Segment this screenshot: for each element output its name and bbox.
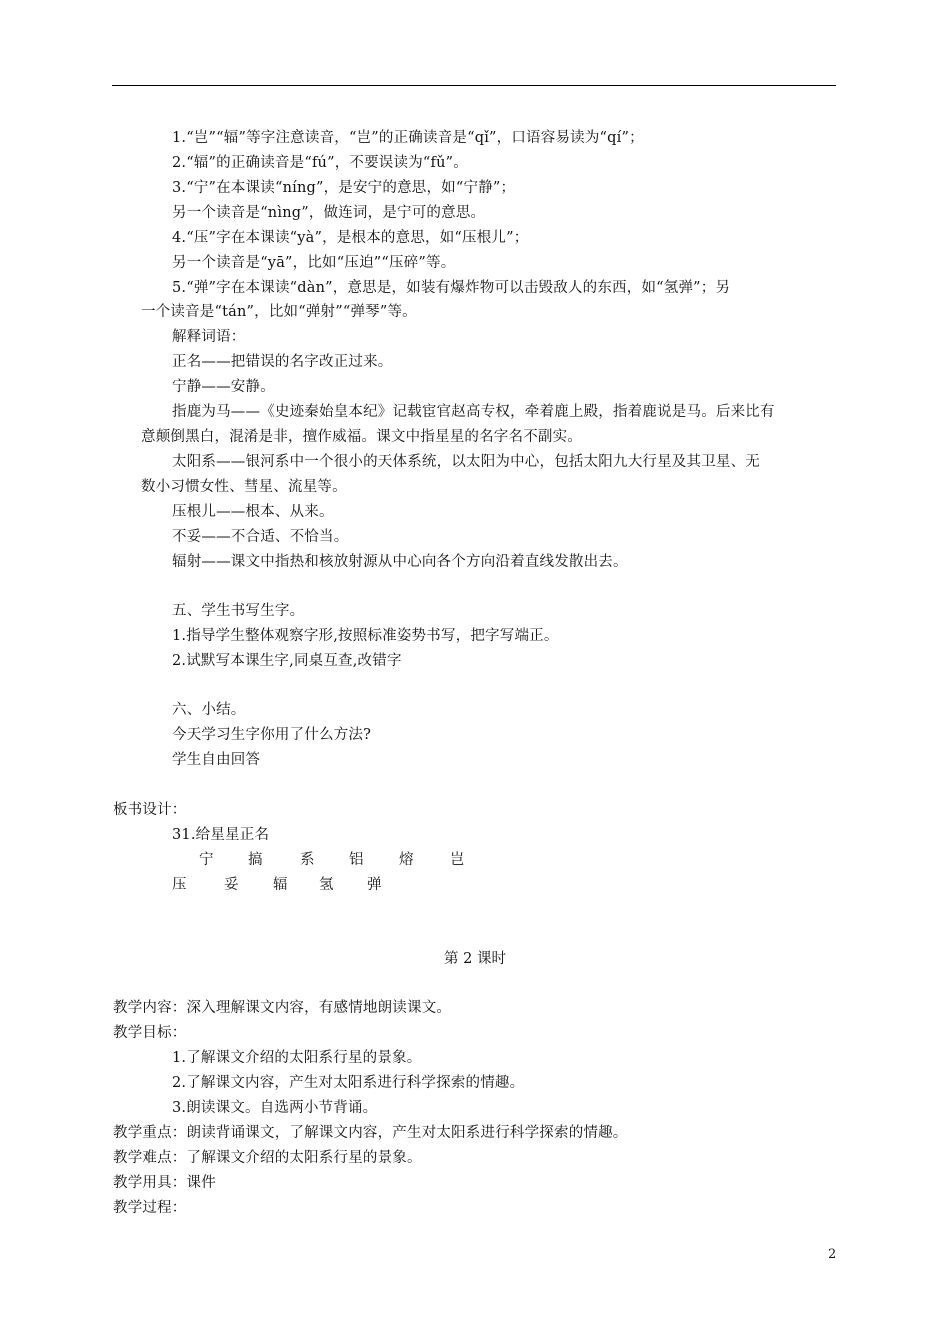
vocab-zhiluweima: 指鹿为马——《史迹秦始皇本纪》记载宦官赵高专权，牵着鹿上殿，指着鹿说是马。后来比有	[172, 404, 775, 420]
board-char: 搞	[248, 852, 263, 868]
page-number: 2	[828, 1247, 837, 1262]
section-six-heading: 六、小结。	[172, 702, 246, 718]
pronunciation-note-5: 5.“弹”字在本课读“dàn”，意思是，如装有爆炸物可以击毁敌人的东西，如“氢弹”；另	[172, 280, 731, 296]
board-char: 宁	[199, 852, 214, 868]
board-char: 系	[300, 852, 315, 868]
vocab-butuo: 不妥——不合适、不恰当。	[172, 529, 349, 545]
pronunciation-note-3b: 另一个读音是“nìng”，做连词，是宁可的意思。	[172, 205, 486, 221]
teaching-goals-heading: 教学目标：	[113, 1025, 187, 1041]
section-five-item-2: 2.试默写本课生字,同桌互查,改错字	[172, 653, 402, 669]
board-lesson-title: 31.给星星正名	[172, 827, 270, 843]
pronunciation-note-2: 2.“辐”的正确读音是“fú”，不要误读为“fǔ”。	[172, 155, 468, 171]
teaching-goal-1: 1.了解课文介绍的太阳系行星的景象。	[172, 1050, 422, 1066]
summary-question: 今天学习生字你用了什么方法?	[172, 727, 372, 743]
board-char: 岂	[450, 852, 465, 868]
board-char: 熔	[399, 852, 414, 868]
board-char: 辐	[273, 877, 288, 893]
vocab-yagener: 压根儿——根本、从来。	[172, 504, 334, 520]
vocab-taiyangxi: 太阳系——银河系中一个很小的天体系统，以太阳为中心，包括太阳九大行星及其卫星、无	[172, 454, 760, 470]
teaching-content: 教学内容：深入理解课文内容，有感情地朗读课文。	[113, 1000, 452, 1016]
board-char: 铝	[349, 852, 364, 868]
vocab-ningjing: 宁静——安静。	[172, 379, 275, 395]
teaching-process-heading: 教学过程：	[113, 1200, 187, 1216]
board-char: 弹	[367, 877, 382, 893]
pronunciation-note-1: 1.“岂”“辐”等字注意读音，“岂”的正确读音是“qǐ”，口语容易读为“qí”；	[172, 130, 644, 146]
board-chars-row-1	[0, 850, 950, 870]
teaching-key-points: 教学重点：朗读背诵课文，了解课文内容，产生对太阳系进行科学探索的情趣。	[113, 1125, 628, 1141]
pronunciation-note-4: 4.“压”字在本课读“yà”，是根本的意思，如“压根儿”；	[172, 230, 529, 246]
board-char: 压	[172, 877, 187, 893]
vocab-taiyangxi-cont: 数小习惯女性、彗星、流星等。	[141, 479, 347, 495]
teaching-difficulties: 教学难点：了解课文介绍的太阳系行星的景象。	[113, 1150, 422, 1166]
pronunciation-note-5b: 一个读音是“tán”，比如“弹射”“弹琴”等。	[141, 304, 417, 320]
board-design-heading: 板书设计：	[113, 802, 187, 818]
teaching-tools: 教学用具：课件	[113, 1175, 216, 1191]
board-char: 妥	[224, 877, 239, 893]
lesson-period-heading: 第 2 课时	[444, 951, 506, 967]
pronunciation-note-3: 3.“宁”在本课读“níng”，是安宁的意思，如“宁静”；	[172, 180, 516, 196]
summary-answer: 学生自由回答	[172, 752, 261, 768]
board-chars-row-2	[0, 875, 950, 895]
teaching-goal-2: 2.了解课文内容，产生对太阳系进行科学探索的情趣。	[172, 1075, 525, 1091]
vocab-zhiluweima-cont: 意颠倒黑白，混淆是非，擅作威福。课文中指星星的名字名不副实。	[141, 429, 582, 445]
teaching-goal-3: 3.朗读课文。自选两小节背诵。	[172, 1100, 378, 1116]
pronunciation-note-4b: 另一个读音是“yā”，比如“压迫”“压碎”等。	[172, 255, 456, 271]
section-five-heading: 五、学生书写生字。	[172, 603, 305, 619]
vocab-fushe: 辐射——课文中指热和核放射源从中心向各个方向沿着直线发散出去。	[172, 554, 628, 570]
vocab-zhengming: 正名——把错误的名字改正过来。	[172, 354, 393, 370]
section-five-item-1: 1.指导学生整体观察字形,按照标准姿势书写，把字写端正。	[172, 628, 559, 644]
board-char: 氢	[319, 877, 334, 893]
vocab-heading: 解释词语：	[172, 329, 246, 345]
header-rule	[112, 85, 836, 86]
